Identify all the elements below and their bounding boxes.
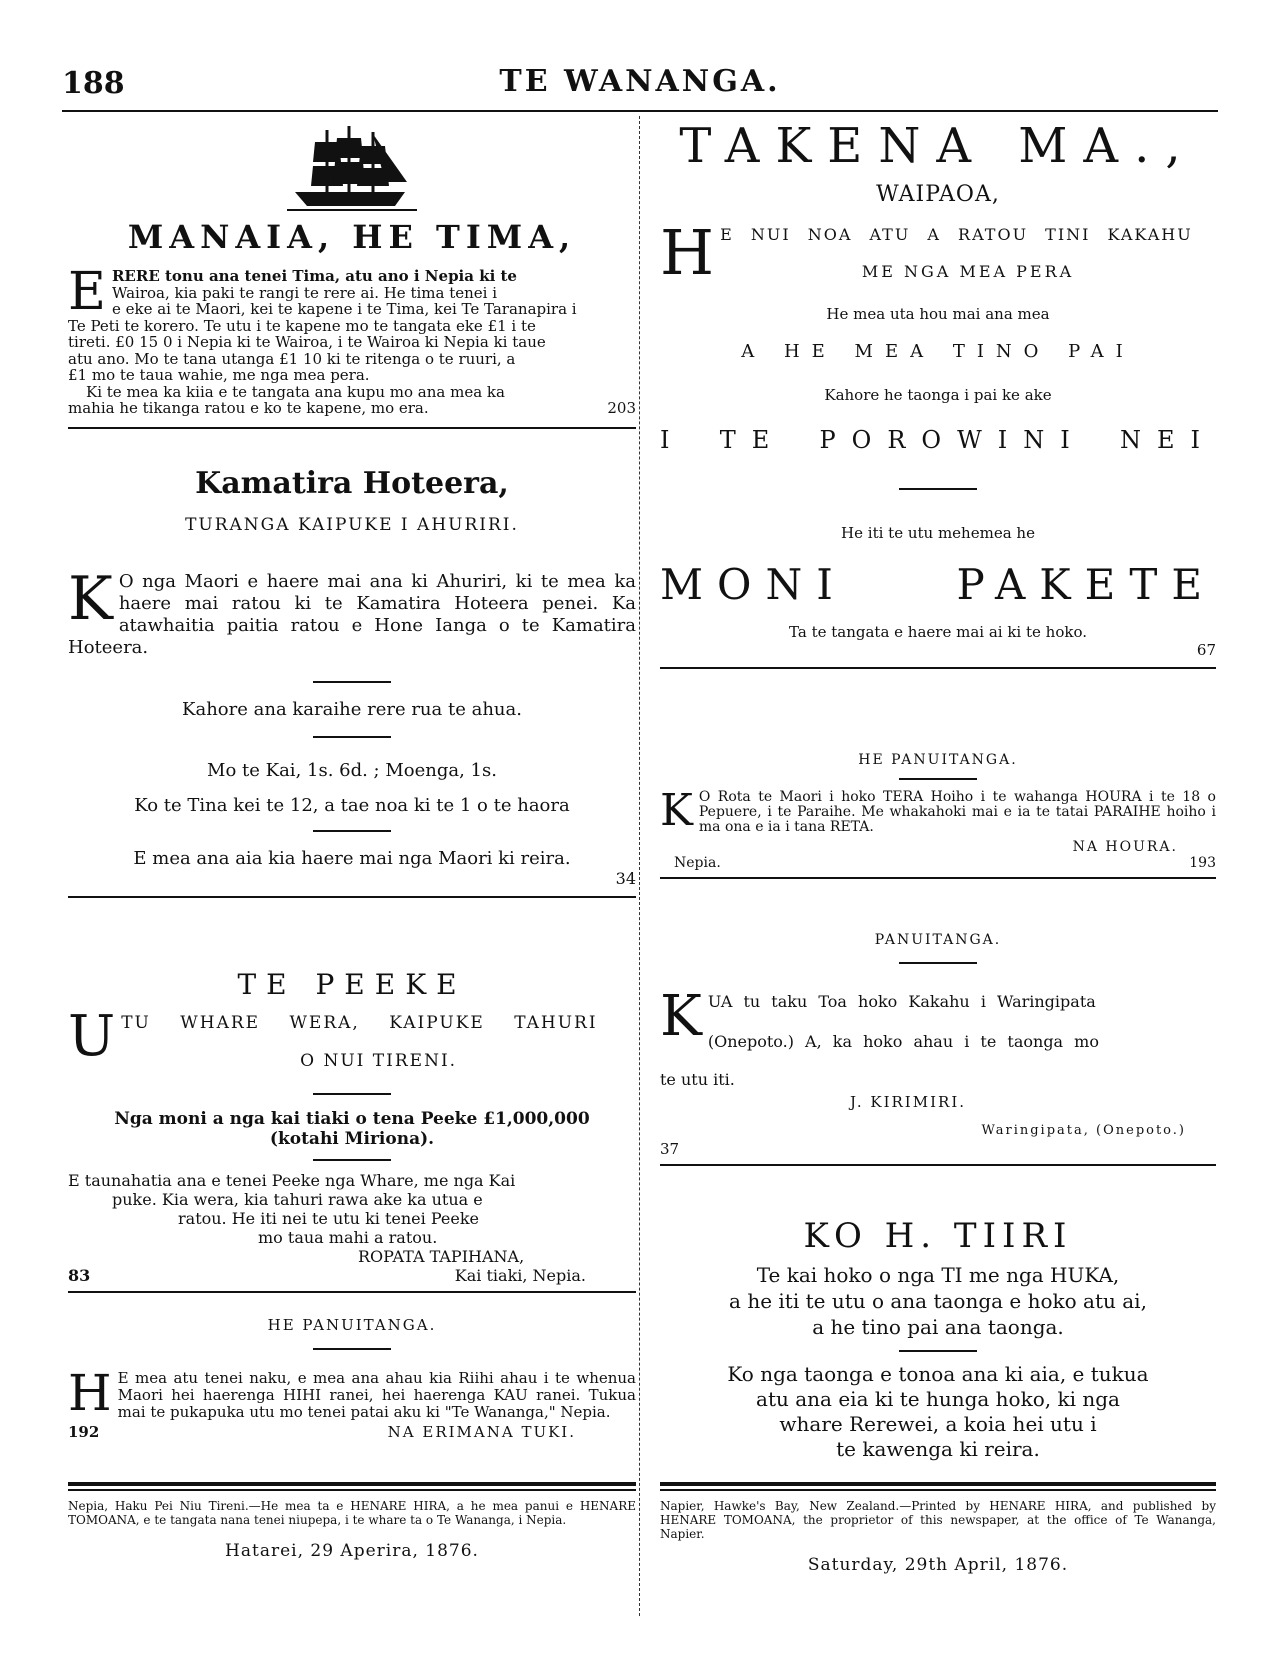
drop-cap: H xyxy=(68,1364,112,1422)
drop-cap: K xyxy=(660,984,702,1049)
drop-cap: K xyxy=(68,564,113,634)
tiiri-title: KO H. TIIRI xyxy=(803,1216,1073,1256)
manaia-line: Wairoa, kia paki te rangi te rere ai. He tima tenei i xyxy=(111,283,498,302)
peeke-ad xyxy=(68,968,636,1293)
tiiri-line: a he iti te utu o ana taonga e hoko atu ai, xyxy=(729,1289,1147,1313)
ad-number: 193 xyxy=(1189,855,1216,871)
takena-line: Kahore he taonga i pai ke ake xyxy=(824,386,1052,404)
takena-ad xyxy=(660,118,1216,669)
takena-line: ME NGA MEA PERA xyxy=(861,262,1075,281)
manaia-title: MANAIA, HE TIMA, xyxy=(127,218,577,256)
manaia-line: Ki te mea ka kiia e te tangata ana kupu mo ana mea ka xyxy=(86,382,505,401)
issue-date: Saturday, 29th April, 1876. xyxy=(807,1555,1069,1575)
kamatira-title: Kamatira Hoteera, xyxy=(195,466,509,501)
drop-cap: U xyxy=(68,1004,116,1069)
header-rule xyxy=(62,110,1218,112)
peeke-signer: ROPATA TAPIHANA, xyxy=(358,1247,525,1266)
ad-number: 34 xyxy=(615,869,636,888)
short-rule xyxy=(899,1350,977,1352)
tiiri-line: whare Rerewei, a koia hei utu i xyxy=(779,1412,1097,1436)
peeke-capital: Nga moni a nga kai tiaki o tena Peeke £1,000,000 xyxy=(114,1109,590,1129)
newspaper-title: TE WANANGA. xyxy=(499,64,781,99)
ad-number: 192 xyxy=(68,1423,100,1441)
manaia-line: mahia he tikanga ratou e ko te kapene, mo era. 203 xyxy=(68,399,636,417)
section-rule xyxy=(660,667,1216,669)
drop-cap: H xyxy=(660,216,715,289)
tiiri-line: Te kai hoko o nga TI me nga HUKA, xyxy=(756,1263,1120,1287)
takena-title: TAKENA MA., xyxy=(679,118,1197,174)
ad-number: 67 xyxy=(1196,641,1216,659)
peeke-line: O NUI TIRENI. xyxy=(300,1051,458,1071)
short-rule xyxy=(313,1348,391,1350)
issue-date: Hatarei, 29 Aperira, 1876. xyxy=(225,1541,479,1561)
takena-line: I TE POROWINI NEI xyxy=(660,426,1216,454)
short-rule xyxy=(313,1093,391,1095)
short-rule xyxy=(313,1159,391,1161)
right-panuitanga-2 xyxy=(660,932,1216,1166)
manaia-ad xyxy=(68,122,636,429)
page-number: 188 xyxy=(62,66,125,101)
kamatira-para: O nga Maori e haere mai ana ki Ahuriri, ki te mea ka haere mai ratou ki te Kamatira Hoteera penei. Ka atawhaitia paitia ratou e Hone Ianga o te Kamatira Hoteera. xyxy=(68,571,636,658)
section-rule xyxy=(68,1291,636,1293)
panuitanga-signer: J. KIRIMIRI. xyxy=(850,1093,967,1111)
short-rule xyxy=(899,962,977,964)
left-panuitanga xyxy=(68,1316,636,1441)
panuitanga-signer: NA HOURA. xyxy=(1072,839,1178,855)
panuitanga-line: te utu iti. xyxy=(660,1070,735,1089)
panuitanga-line: (Onepoto.) A, ka hoko ahau i te taonga mo xyxy=(707,1032,1099,1051)
manaia-line: e eke ai te Maori, kei te kapene i te Tima, kei Te Taranapira i xyxy=(111,300,577,318)
tiiri-line: atu ana eia ki te hunga hoko, ki nga xyxy=(756,1387,1120,1411)
short-rule xyxy=(313,681,391,683)
footer-rule xyxy=(68,1489,636,1491)
peeke-signer-role: Kai tiaki, Nepia. xyxy=(454,1266,586,1285)
footer-rule xyxy=(68,1482,636,1486)
imprint: Nepia, Haku Pei Niu Tireni.—He mea ta e HENARE HIRA, a he mea panui e HENARE TOMOANA, e te tangata nana tenei niupepa, i te whare ta o Te Wananga, i Nepia. xyxy=(68,1499,636,1527)
section-rule xyxy=(660,877,1216,879)
tiiri-line: Ko nga taonga e tonoa ana ki aia, e tukua xyxy=(727,1362,1149,1386)
tiiri-line: te kawenga ki reira. xyxy=(836,1437,1040,1461)
kamatira-subtitle: TURANGA KAIPUKE I AHURIRI. xyxy=(185,515,519,535)
peeke-body: puke. Kia wera, kia tahuri rawa ake ka utua e xyxy=(112,1190,483,1209)
peeke-title: TE PEEKE xyxy=(237,968,467,1001)
peeke-capital: (kotahi Miriona). xyxy=(269,1129,435,1149)
section-rule xyxy=(68,896,636,898)
panuitanga-line: UA tu taku Toa hoko Kakahu i Waringipata xyxy=(707,992,1096,1011)
takena-place: WAIPAOA, xyxy=(876,182,1000,207)
takena-line: He mea uta hou mai ana mea xyxy=(826,305,1050,323)
panuitanga-signer: NA ERIMANA TUKI. xyxy=(387,1423,576,1441)
ad-number: 203 xyxy=(607,399,636,417)
short-rule xyxy=(313,830,391,832)
section-rule xyxy=(660,1164,1216,1166)
kamatira-hours: Ko te Tina kei te 12, a tae noa ki te 1 o te haora xyxy=(134,795,570,816)
section-rule xyxy=(68,427,636,429)
tiiri-line: a he tino pai ana taonga. xyxy=(812,1315,1064,1339)
ship-icon xyxy=(68,122,636,214)
kamatira-ad xyxy=(68,466,636,898)
kamatira-line: E mea ana aia kia haere mai nga Maori ki reira. xyxy=(133,848,571,869)
manaia-line: Te Peti te korero. Te utu i te kapene mo te tangata eke £1 i te xyxy=(68,316,536,335)
column-divider xyxy=(639,116,641,1616)
footer-rule xyxy=(660,1489,1216,1491)
short-rule xyxy=(899,778,977,780)
right-footer xyxy=(660,1482,1216,1575)
ad-number: 37 xyxy=(660,1140,680,1158)
peeke-body: ratou. He iti nei te utu ki tenei Peeke xyxy=(178,1209,479,1228)
takena-line: Ta te tangata e haere mai ai ki te hoko. xyxy=(789,623,1087,641)
takena-moni: MONI PAKETE xyxy=(660,560,1216,609)
drop-cap: E xyxy=(68,262,106,322)
manaia-line: RERE tonu ana tenei Tima, atu ano i Nepia ki te xyxy=(111,267,517,285)
tiiri-ad xyxy=(660,1216,1216,1462)
panuitanga-title: PANUITANGA. xyxy=(874,932,1002,948)
takena-line: E NUI NOA ATU A RATOU TINI KAKAHU xyxy=(720,225,1193,244)
footer-rule xyxy=(660,1482,1216,1486)
kamatira-line: Kahore ana karaihe rere rua te ahua. xyxy=(182,699,522,720)
kamatira-prices: Mo te Kai, 1s. 6d. ; Moenga, 1s. xyxy=(207,760,497,781)
peeke-body: E taunahatia ana e tenei Peeke nga Whare, me nga Kai xyxy=(68,1171,516,1190)
panuitanga-place: Nepia. xyxy=(674,855,721,871)
short-rule xyxy=(313,736,391,738)
panuitanga-para: O Rota te Maori i hoko TERA Hoiho i te wahanga HOURA i te 18 o Pepuere, i te Paraihe. Me whakahoki mai e ia te tatai PARAIHE hoiho i ma ona e ia i tana RETA. xyxy=(698,789,1216,835)
left-footer xyxy=(68,1482,636,1561)
peeke-body: mo taua mahi a ratou. xyxy=(258,1228,438,1247)
manaia-line: £1 mo te taua wahie, me nga mea pera. xyxy=(68,366,370,384)
right-panuitanga-1 xyxy=(660,752,1216,879)
short-rule xyxy=(899,488,977,490)
ad-number: 83 xyxy=(68,1266,91,1285)
imprint: Napier, Hawke's Bay, New Zealand.—Printed by HENARE HIRA, and published by HENARE TOMOANA, the proprietor of this newspaper, at the office of Te Wananga, Napier. xyxy=(660,1499,1216,1541)
peeke-line: TU WHARE WERA, KAIPUKE TAHURI xyxy=(121,1013,598,1033)
panuitanga-title: HE PANUITANGA. xyxy=(267,1316,437,1334)
panuitanga-para: E mea atu tenei naku, e mea ana ahau kia Riihi ahau i te whenua Maori hei haerenga HIHI ranei, hei haerenga KAU ranei. Tukua mai te pukapuka utu mo tenei patai aku ki "Te Wananga," Nepia. xyxy=(117,1369,636,1421)
takena-line: He iti te utu mehemea he xyxy=(841,524,1035,542)
takena-line: A HE MEA TINO PAI xyxy=(741,341,1135,362)
manaia-line: tireti. £0 15 0 i Nepia ki te Wairoa, i te Wairoa ki Nepia ki taue xyxy=(68,333,546,351)
panuitanga-place: Waringipata, (Onepoto.) xyxy=(981,1123,1186,1138)
panuitanga-title: HE PANUITANGA. xyxy=(858,752,1018,768)
manaia-line: atu ano. Mo te tana utanga £1 10 ki te ritenga o te ruuri, a xyxy=(68,349,516,368)
drop-cap: K xyxy=(660,785,693,836)
